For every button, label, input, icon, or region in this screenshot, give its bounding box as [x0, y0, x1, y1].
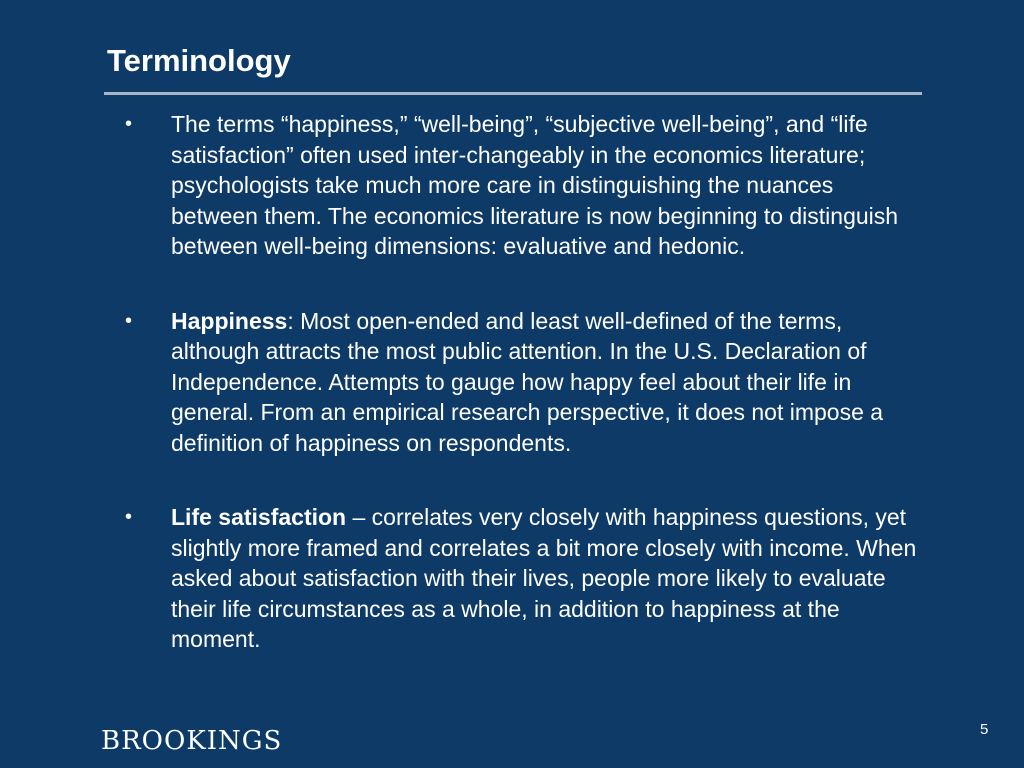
bullet-marker: • — [125, 113, 133, 135]
bullet-text: correlates very closely with happiness questions, yet slightly more framed and correlates a bit more closely with income. When asked about satisfaction with their lives, people more likely to evaluate their life circumstances as a whole, in addition to happiness at the moment. — [171, 504, 917, 652]
bullet-separator: – — [346, 504, 366, 530]
bullet-separator: : — [287, 307, 294, 334]
title-divider — [104, 92, 922, 95]
brookings-logo: BROOKINGS — [101, 726, 283, 756]
bullet-item-terms — [125, 109, 925, 262]
bullet-term: Happiness — [171, 307, 288, 334]
bullet-item-happiness — [125, 306, 925, 459]
page-number: 5 — [980, 721, 989, 738]
slide-title: Terminology — [107, 43, 291, 78]
bullet-marker: • — [125, 309, 133, 332]
bullet-marker: • — [125, 506, 133, 528]
bullet-text: The terms “happiness,” “well-being”, “subjective well-being”, and “life satisfaction” often used inter-changeably in the economics literature; psychologists take much more care in distinguishing the nuances between them. The economics literature is now beginning to distinguish between well-being dimensions: evaluative and hedonic. — [171, 111, 899, 259]
bullet-text: Most open-ended and least well-defined of the terms, although attracts the most public attention. In the U.S. Declaration of Independence. Attempts to gauge how happy feel about their life in general. From an empirical research perspective, it does not impose a definition of happiness on respondents. — [171, 307, 884, 456]
bullet-term: Life satisfaction — [171, 504, 347, 530]
bullet-list — [125, 109, 925, 655]
bullet-item-life-satisfaction — [125, 502, 925, 655]
